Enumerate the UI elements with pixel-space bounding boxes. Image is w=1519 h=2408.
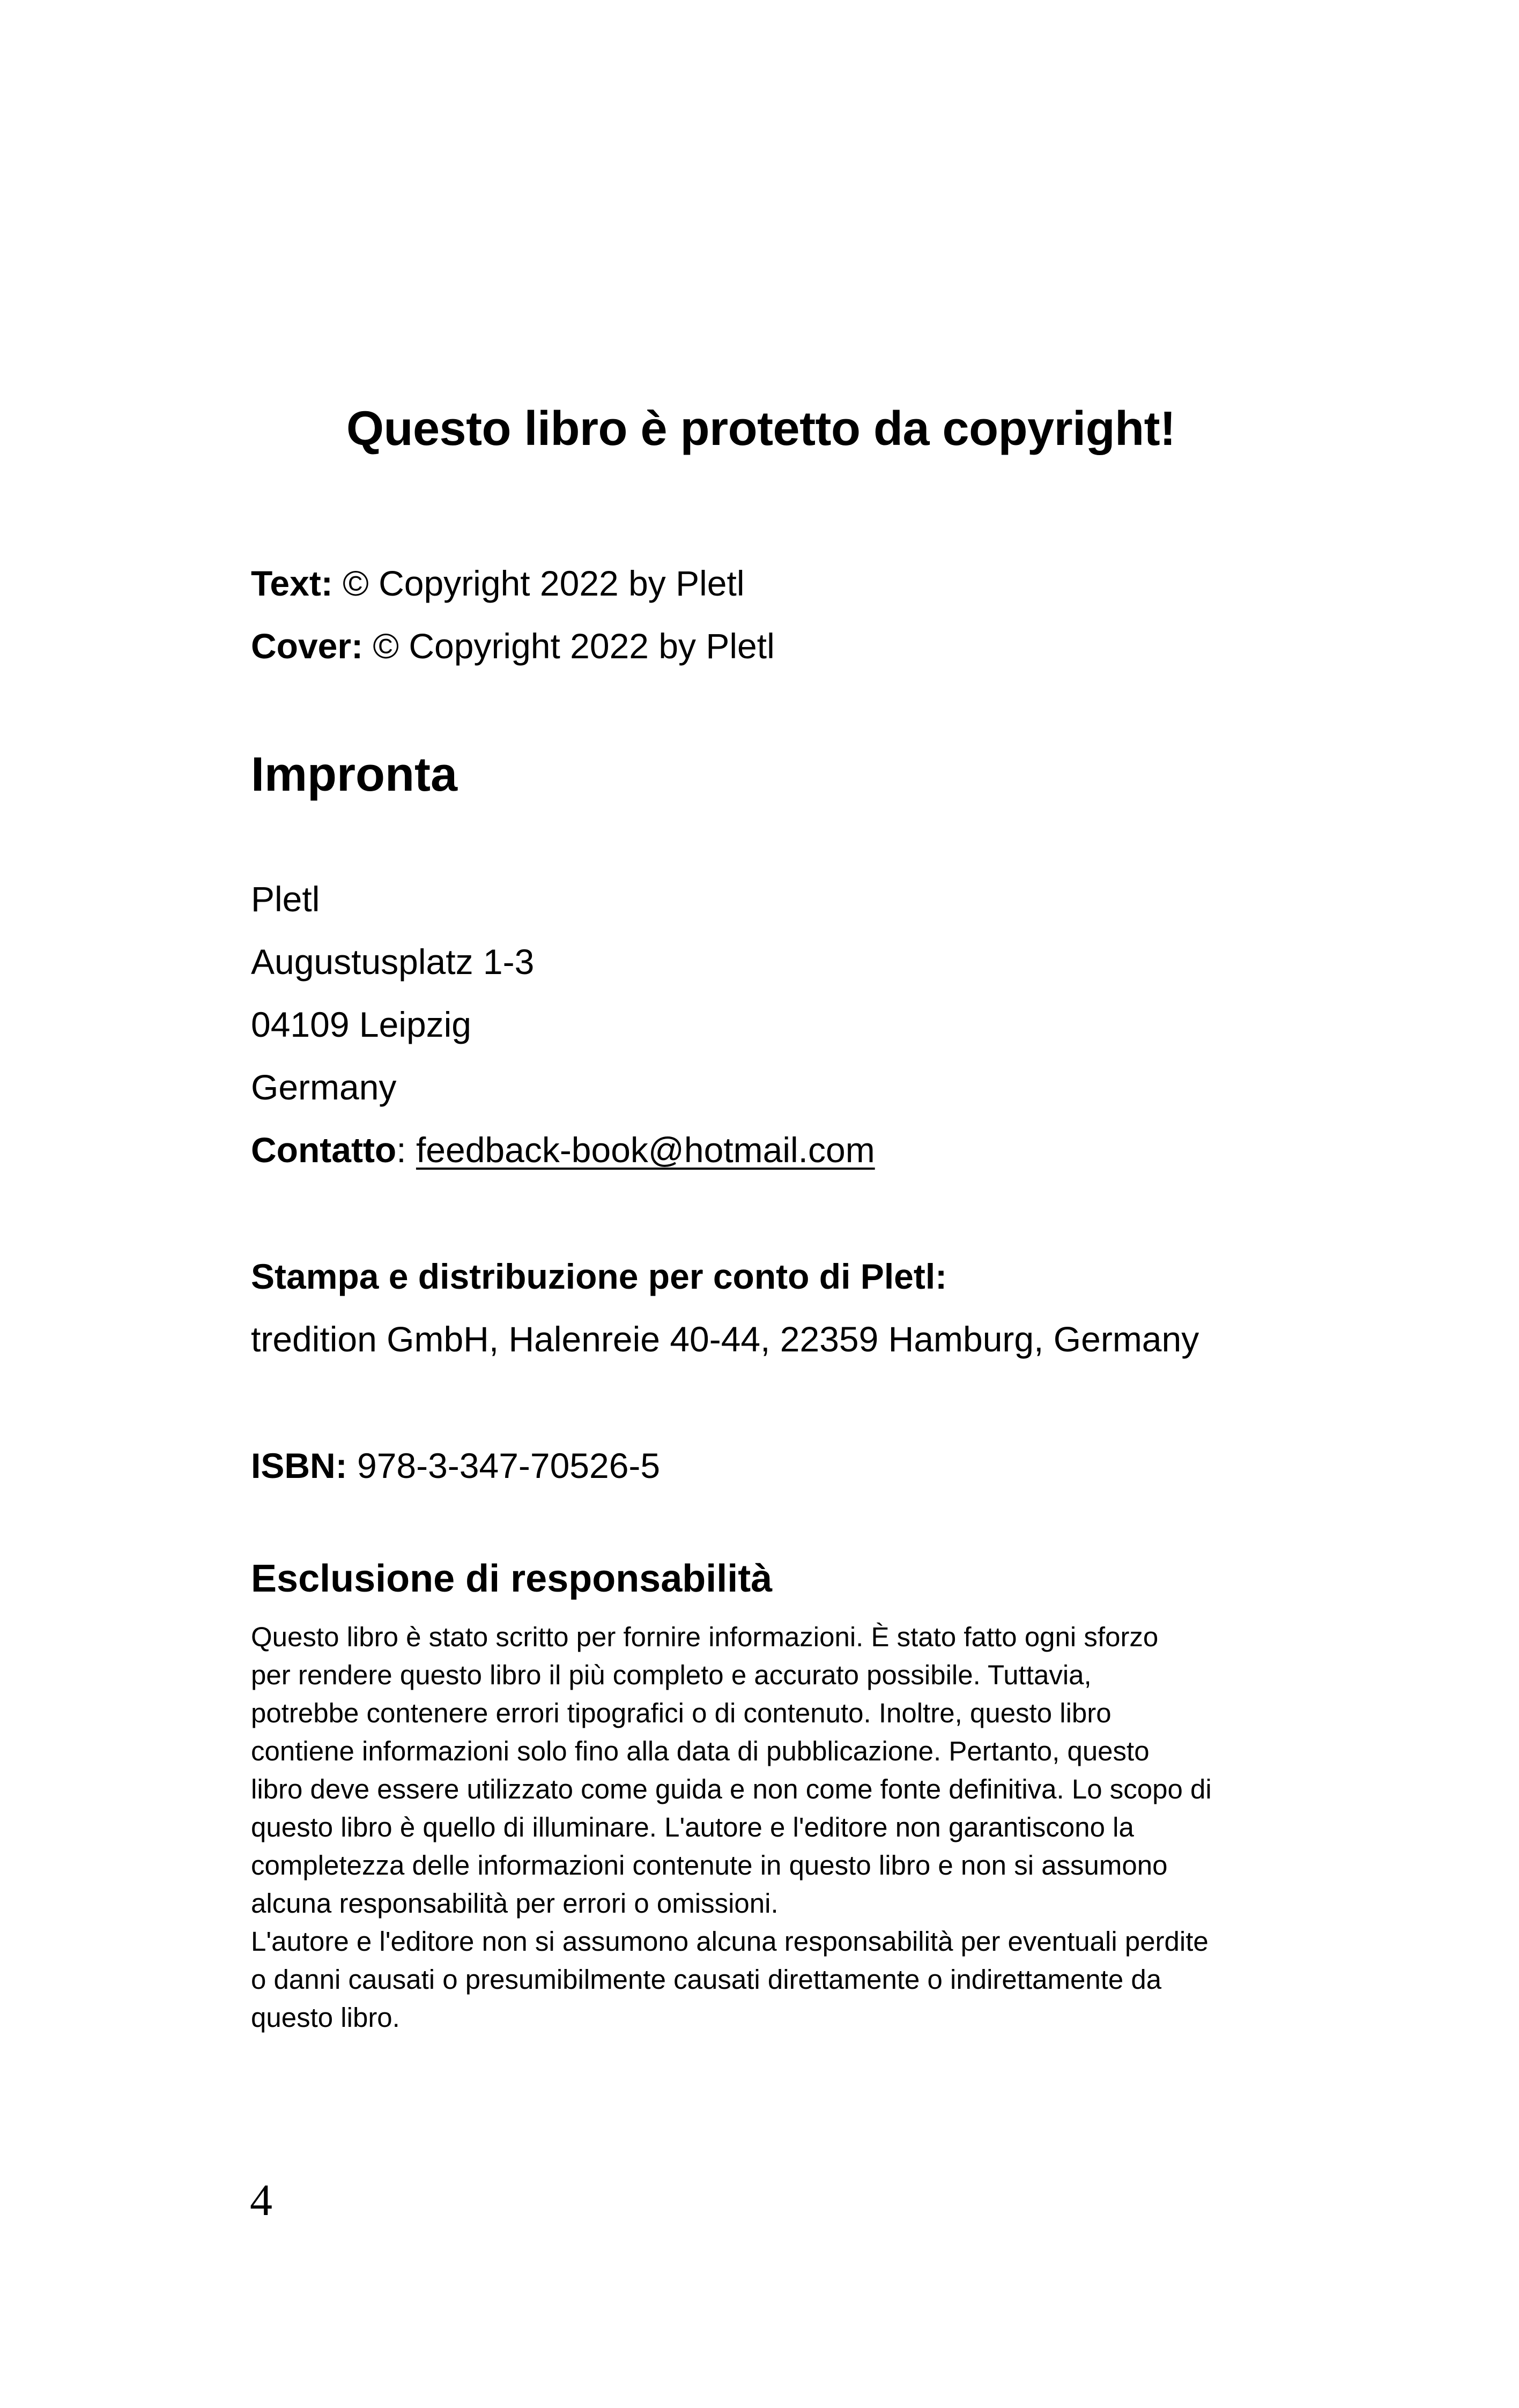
cover-copyright-line <box>251 622 775 670</box>
contact-label: Contatto <box>251 1130 397 1170</box>
disclaimer-line: completezza delle informazioni contenute in questo libro e non si assumono <box>251 1850 1168 1881</box>
impronta-heading: Impronta <box>251 748 458 801</box>
cover-copyright-label: Cover: <box>251 626 364 666</box>
disclaimer-line: contiene informazioni solo fino alla data di pubblicazione. Pertanto, questo <box>251 1736 1150 1766</box>
disclaimer-line: questo libro. <box>251 2002 400 2033</box>
disclaimer-text <box>251 1618 1259 2037</box>
isbn-label: ISBN: <box>251 1446 347 1485</box>
page-number: 4 <box>250 2175 272 2225</box>
disclaimer-line: questo libro è quello di illuminare. L'autore e l'editore non garantiscono la <box>251 1812 1134 1842</box>
publisher-city: 04109 Leipzig <box>251 1005 472 1044</box>
text-copyright-value: © Copyright 2022 by Pletl <box>332 563 745 603</box>
publisher-street: Augustusplatz 1-3 <box>251 942 535 982</box>
contact-email-link[interactable]: feedback-book@hotmail.com <box>416 1130 875 1170</box>
disclaimer-heading: Esclusione di responsabilità <box>251 1557 773 1600</box>
disclaimer-line: o danni causati o presumibilmente causati direttamente o indirettamente da <box>251 1964 1162 1995</box>
disclaimer-line: Questo libro è stato scritto per fornire informazioni. È stato fatto ogni sforzo <box>251 1622 1159 1652</box>
isbn-value: 978-3-347-70526-5 <box>347 1446 661 1485</box>
text-copyright-line <box>251 559 745 607</box>
disclaimer-line: potrebbe contenere errori tipografici o di contenuto. Inoltre, questo libro <box>251 1698 1112 1728</box>
disclaimer-line: alcuna responsabilità per errori o omissioni. <box>251 1888 779 1919</box>
text-copyright-label: Text: <box>251 563 333 603</box>
distribution-heading: Stampa e distribuzione per conto di Pletl: <box>251 1257 947 1296</box>
disclaimer-line: L'autore e l'editore non si assumono alcuna responsabilità per eventuali perdite <box>251 1926 1209 1957</box>
disclaimer-line: per rendere questo libro il più completo e accurato possibile. Tuttavia, <box>251 1660 1092 1690</box>
page-title: Questo libro è protetto da copyright! <box>346 402 1176 456</box>
isbn-line <box>251 1441 660 1490</box>
contact-line <box>251 1126 875 1174</box>
disclaimer-line: libro deve essere utilizzato come guida e non come fonte definitiva. Lo scopo di <box>251 1774 1212 1804</box>
publisher-name: Pletl <box>251 879 320 919</box>
contact-separator: : <box>396 1130 416 1170</box>
distribution-text: tredition GmbH, Halenreie 40-44, 22359 Hamburg, Germany <box>251 1319 1199 1359</box>
publisher-country: Germany <box>251 1067 397 1107</box>
cover-copyright-value: © Copyright 2022 by Pletl <box>363 626 775 666</box>
